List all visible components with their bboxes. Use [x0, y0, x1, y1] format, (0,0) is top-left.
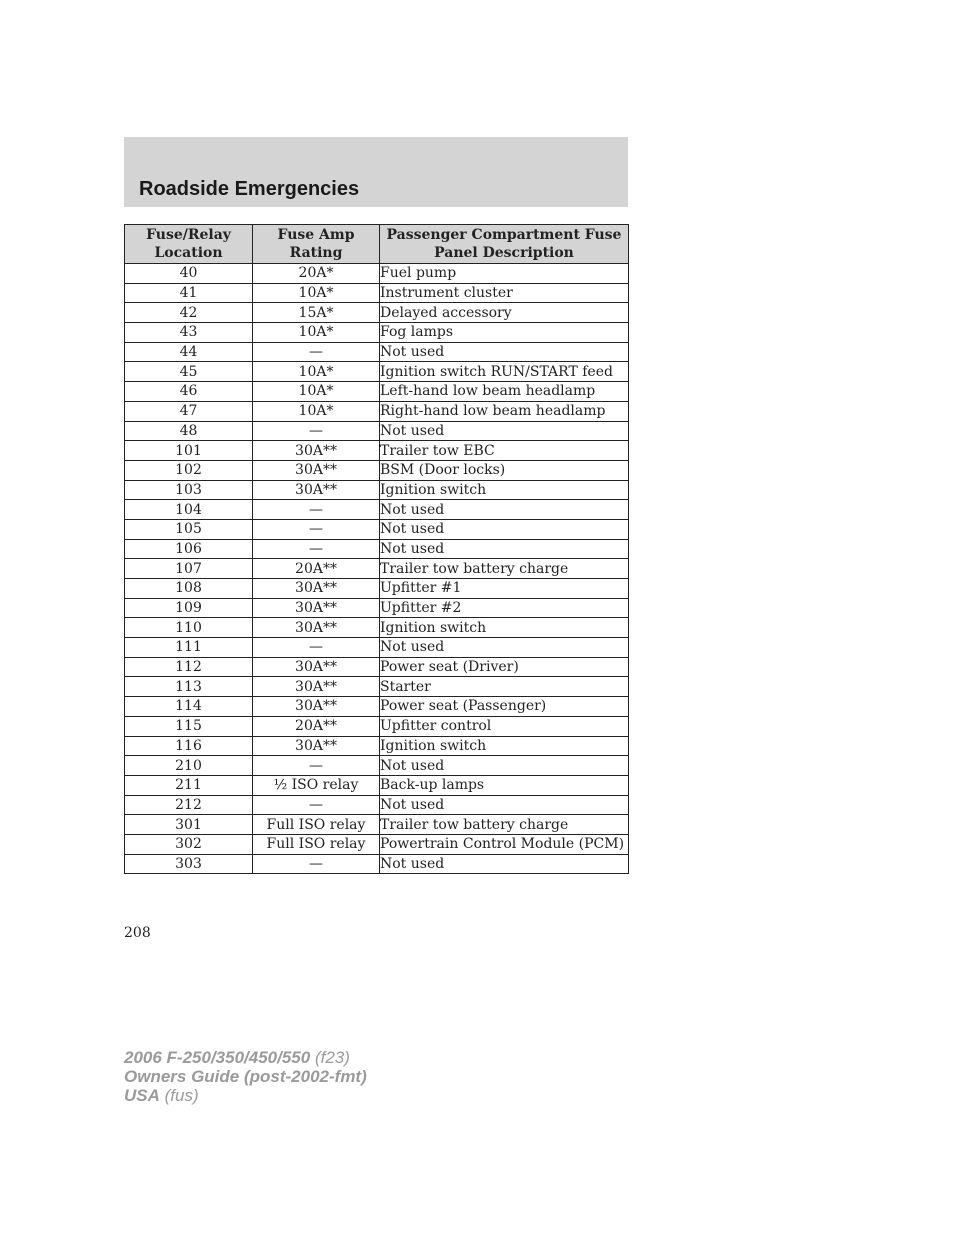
cell-location: 101: [125, 441, 253, 461]
table-row: [125, 736, 629, 756]
cell-location: 110: [125, 618, 253, 638]
cell-amp-rating: —: [253, 519, 380, 539]
cell-location: 42: [125, 303, 253, 323]
cell-location: 108: [125, 579, 253, 599]
footer-region: USA: [124, 1086, 160, 1105]
cell-description: Delayed accessory: [380, 303, 629, 323]
cell-amp-rating: ½ ISO relay: [253, 775, 380, 795]
cell-location: 107: [125, 559, 253, 579]
table-row: [125, 362, 629, 382]
table-row: [125, 500, 629, 520]
cell-location: 47: [125, 401, 253, 421]
cell-amp-rating: 10A*: [253, 283, 380, 303]
table-row: [125, 854, 629, 874]
section-title: Roadside Emergencies: [139, 178, 360, 200]
cell-location: 104: [125, 500, 253, 520]
cell-description: Not used: [380, 795, 629, 815]
cell-amp-rating: 30A**: [253, 618, 380, 638]
cell-location: 43: [125, 323, 253, 343]
table-row: [125, 697, 629, 717]
cell-location: 45: [125, 362, 253, 382]
cell-amp-rating: —: [253, 638, 380, 658]
cell-location: 212: [125, 795, 253, 815]
cell-location: 102: [125, 460, 253, 480]
table-row: [125, 657, 629, 677]
table-row: [125, 598, 629, 618]
cell-amp-rating: 30A**: [253, 460, 380, 480]
cell-description: Back-up lamps: [380, 775, 629, 795]
footer-region-code: (fus): [164, 1086, 199, 1105]
column-header-description: Passenger Compartment Fuse Panel Description: [380, 225, 629, 264]
cell-location: 103: [125, 480, 253, 500]
footer-line-region: [124, 1086, 367, 1105]
table-row: [125, 795, 629, 815]
table-row: [125, 677, 629, 697]
cell-amp-rating: Full ISO relay: [253, 834, 380, 854]
cell-amp-rating: —: [253, 854, 380, 874]
cell-amp-rating: 30A**: [253, 736, 380, 756]
footer-model: 2006 F-250/350/450/550: [124, 1048, 311, 1067]
cell-description: Upfitter #2: [380, 598, 629, 618]
table-row: [125, 421, 629, 441]
cell-description: Power seat (Passenger): [380, 697, 629, 717]
table-row: [125, 441, 629, 461]
fuse-table: [124, 224, 629, 874]
document-footer: [124, 1048, 367, 1105]
cell-location: 210: [125, 756, 253, 776]
cell-amp-rating: —: [253, 421, 380, 441]
cell-amp-rating: 30A**: [253, 441, 380, 461]
cell-amp-rating: 30A**: [253, 598, 380, 618]
cell-description: Fuel pump: [380, 264, 629, 284]
cell-location: 303: [125, 854, 253, 874]
cell-amp-rating: —: [253, 795, 380, 815]
footer-line-model: [124, 1048, 367, 1067]
cell-description: Ignition switch: [380, 736, 629, 756]
column-header-amp-rating: Fuse Amp Rating: [253, 225, 380, 264]
table-row: [125, 756, 629, 776]
cell-amp-rating: 10A*: [253, 323, 380, 343]
table-row: [125, 480, 629, 500]
cell-description: Starter: [380, 677, 629, 697]
cell-amp-rating: 10A*: [253, 401, 380, 421]
cell-amp-rating: Full ISO relay: [253, 815, 380, 835]
cell-description: Not used: [380, 500, 629, 520]
table-row: [125, 638, 629, 658]
cell-amp-rating: 10A*: [253, 362, 380, 382]
cell-location: 111: [125, 638, 253, 658]
cell-description: Fog lamps: [380, 323, 629, 343]
cell-location: 116: [125, 736, 253, 756]
cell-description: Not used: [380, 421, 629, 441]
cell-description: Not used: [380, 539, 629, 559]
cell-amp-rating: 20A*: [253, 264, 380, 284]
table-body: [125, 264, 629, 874]
cell-description: Trailer tow battery charge: [380, 815, 629, 835]
table-row: [125, 382, 629, 402]
cell-amp-rating: 30A**: [253, 697, 380, 717]
cell-location: 113: [125, 677, 253, 697]
table-row: [125, 579, 629, 599]
page-number: 208: [124, 925, 151, 941]
cell-amp-rating: 20A**: [253, 559, 380, 579]
cell-description: Upfitter control: [380, 716, 629, 736]
cell-amp-rating: 30A**: [253, 677, 380, 697]
table-row: [125, 283, 629, 303]
table-row: [125, 559, 629, 579]
cell-location: 115: [125, 716, 253, 736]
cell-amp-rating: 15A*: [253, 303, 380, 323]
cell-amp-rating: 20A**: [253, 716, 380, 736]
cell-description: Not used: [380, 342, 629, 362]
footer-line-guide: [124, 1067, 367, 1086]
table-row: [125, 323, 629, 343]
cell-description: Ignition switch: [380, 480, 629, 500]
cell-description: Not used: [380, 638, 629, 658]
table-row: [125, 401, 629, 421]
table-row: [125, 716, 629, 736]
cell-description: Not used: [380, 854, 629, 874]
table-row: [125, 460, 629, 480]
table-row: [125, 519, 629, 539]
cell-description: Powertrain Control Module (PCM): [380, 834, 629, 854]
cell-description: Not used: [380, 756, 629, 776]
cell-description: Power seat (Driver): [380, 657, 629, 677]
table-row: [125, 539, 629, 559]
cell-description: Instrument cluster: [380, 283, 629, 303]
cell-description: Trailer tow battery charge: [380, 559, 629, 579]
table-row: [125, 618, 629, 638]
cell-location: 40: [125, 264, 253, 284]
table-row: [125, 264, 629, 284]
table-row: [125, 342, 629, 362]
cell-amp-rating: 30A**: [253, 480, 380, 500]
footer-model-code: (f23): [314, 1048, 350, 1067]
cell-amp-rating: —: [253, 756, 380, 776]
cell-amp-rating: —: [253, 539, 380, 559]
cell-location: 302: [125, 834, 253, 854]
column-header-location: Fuse/Relay Location: [125, 225, 253, 264]
cell-location: 41: [125, 283, 253, 303]
cell-location: 211: [125, 775, 253, 795]
cell-description: Ignition switch RUN/START feed: [380, 362, 629, 382]
footer-guide: Owners Guide (post-2002-fmt): [124, 1067, 367, 1086]
cell-description: Trailer tow EBC: [380, 441, 629, 461]
cell-location: 114: [125, 697, 253, 717]
cell-location: 109: [125, 598, 253, 618]
cell-description: Right-hand low beam headlamp: [380, 401, 629, 421]
cell-description: Not used: [380, 519, 629, 539]
cell-location: 48: [125, 421, 253, 441]
cell-amp-rating: 10A*: [253, 382, 380, 402]
cell-description: Left-hand low beam headlamp: [380, 382, 629, 402]
cell-location: 112: [125, 657, 253, 677]
cell-amp-rating: —: [253, 500, 380, 520]
cell-location: 46: [125, 382, 253, 402]
cell-description: Ignition switch: [380, 618, 629, 638]
cell-location: 301: [125, 815, 253, 835]
cell-location: 106: [125, 539, 253, 559]
table-row: [125, 815, 629, 835]
table-header-row: [125, 225, 629, 264]
table-row: [125, 303, 629, 323]
cell-amp-rating: 30A**: [253, 657, 380, 677]
cell-amp-rating: —: [253, 342, 380, 362]
cell-location: 44: [125, 342, 253, 362]
table-row: [125, 834, 629, 854]
cell-amp-rating: 30A**: [253, 579, 380, 599]
cell-description: Upfitter #1: [380, 579, 629, 599]
cell-description: BSM (Door locks): [380, 460, 629, 480]
cell-location: 105: [125, 519, 253, 539]
section-header-band: [124, 137, 628, 207]
table-row: [125, 775, 629, 795]
